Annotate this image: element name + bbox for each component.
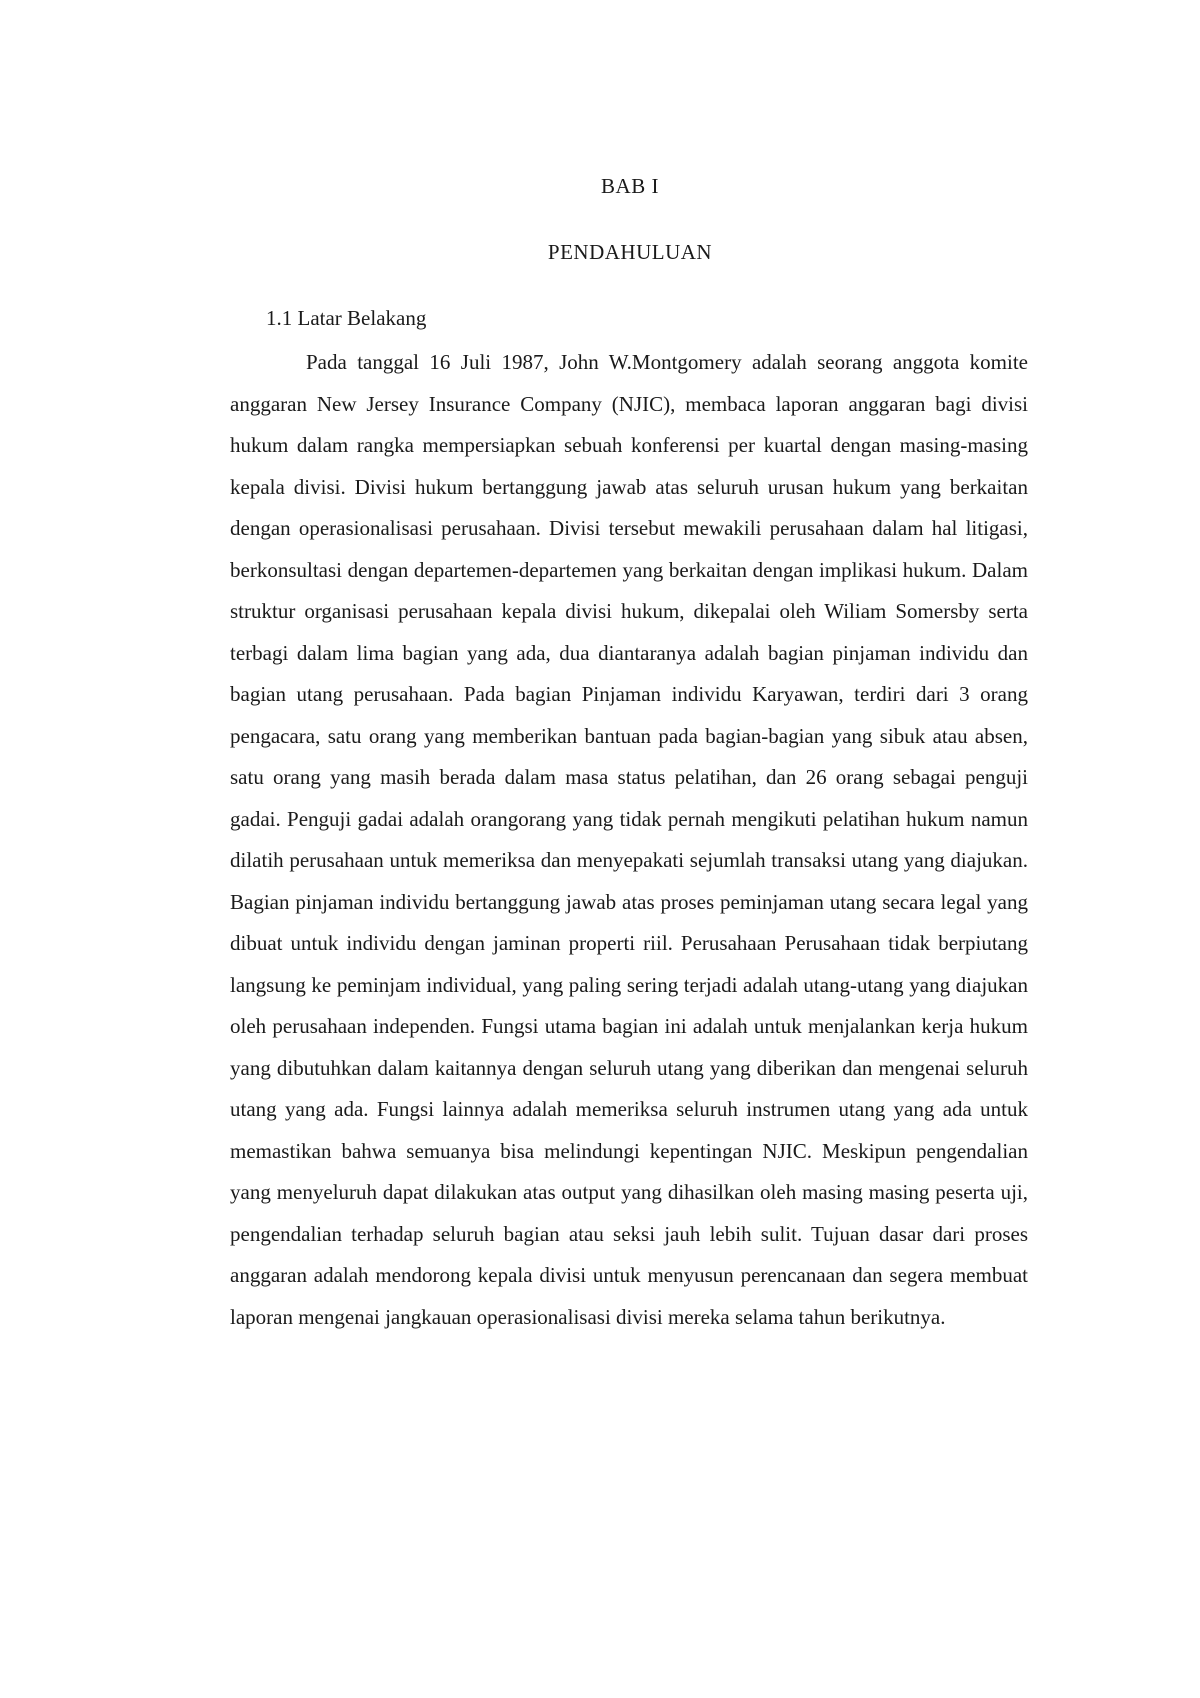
body-paragraph: Pada tanggal 16 Juli 1987, John W.Montgomery adalah seorang anggota komite anggaran New Jersey Insurance Company (NJIC), membaca laporan anggaran bagi divisi hukum dalam rangka mempersiapkan sebuah konferensi per kuartal dengan masing-masing kepala divisi. Divisi hukum bertanggung jawab atas seluruh urusan hukum yang berkaitan dengan operasionalisasi perusahaan. Divisi tersebut mewakili perusahaan dalam hal litigasi, berkonsultasi dengan departemen-departemen yang berkaitan dengan implikasi hukum. Dalam struktur organisasi perusahaan kepala divisi hukum, dikepalai oleh Wiliam Somersby serta terbagi dalam lima bagian yang ada, dua diantaranya adalah bagian pinjaman individu dan bagian utang perusahaan. Pada bagian Pinjaman individu Karyawan, terdiri dari 3 orang pengacara, satu orang yang memberikan bantuan pada bagian-bagian yang sibuk atau absen, satu orang yang masih berada dalam masa status pelatihan, dan 26 orang sebagai penguji gadai. Penguji gadai adalah orangorang yang tidak pernah mengikuti pelatihan hukum namun dilatih perusahaan untuk memeriksa dan menyepakati sejumlah transaksi utang yang diajukan. Bagian pinjaman individu bertanggung jawab atas proses peminjaman utang secara legal yang dibuat untuk individu dengan jaminan properti riil. Perusahaan Perusahaan tidak berpiutang langsung ke peminjam individual, yang paling sering terjadi adalah utang-utang yang diajukan oleh perusahaan independen. Fungsi utama bagian ini adalah untuk menjalankan kerja hukum yang dibutuhkan dalam kaitannya dengan seluruh utang yang diberikan dan mengenai seluruh utang yang ada. Fungsi lainnya adalah memeriksa seluruh instrumen utang yang ada untuk memastikan bahwa semuanya bisa melindungi kepentingan NJIC. Meskipun pengendalian yang menyeluruh dapat dilakukan atas output yang dihasilkan oleh masing masing peserta uji, pengendalian terhadap seluruh bagian atau seksi jauh lebih sulit. Tujuan dasar dari proses anggaran adalah mendorong kepala divisi untuk menyusun perencanaan dan segera membuat laporan mengenai jangkauan operasionalisasi divisi mereka selama tahun berikutnya. <box>230 350 1028 1329</box>
chapter-title: PENDAHULUAN <box>547 240 713 264</box>
section-heading: 1.1 Latar Belakang <box>266 306 427 330</box>
chapter-number: BAB I <box>601 174 659 198</box>
